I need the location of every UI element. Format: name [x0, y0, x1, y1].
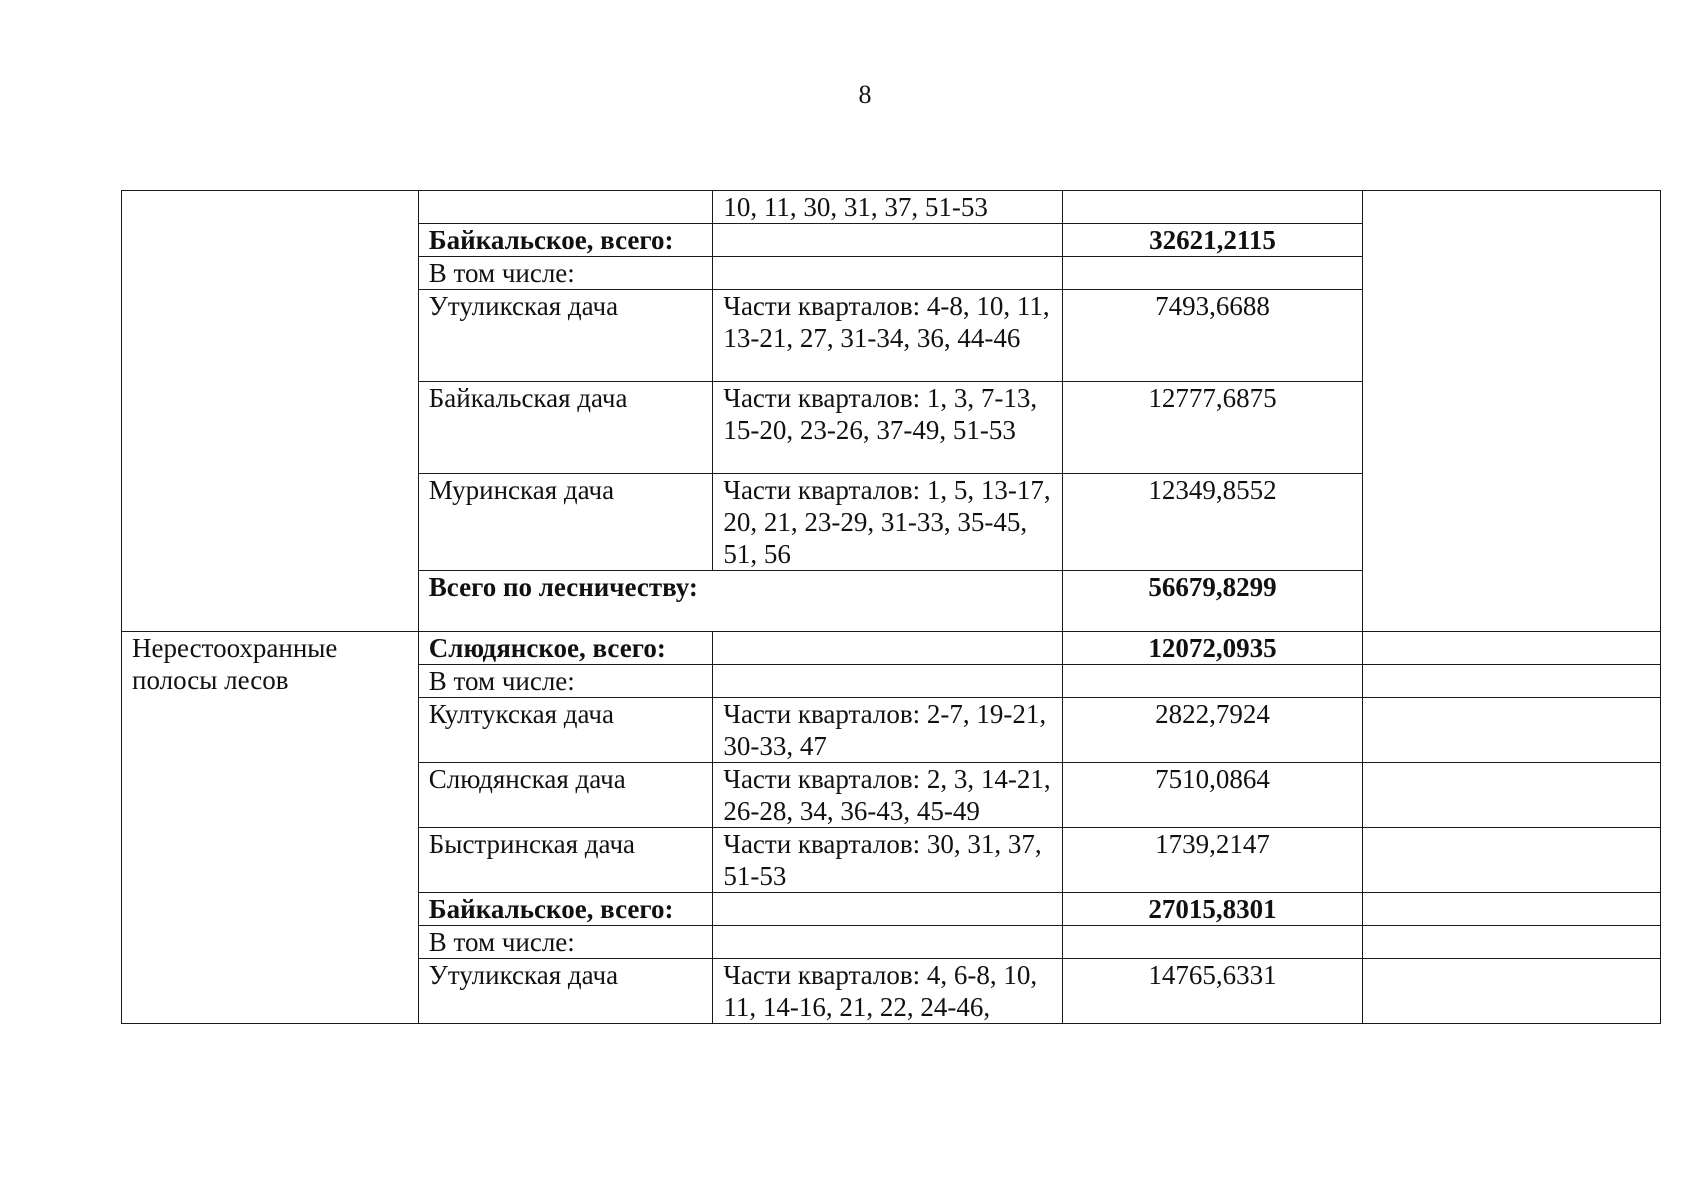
quarters-cell: Части кварталов: 4-8, 10, 11, 13-21, 27, 31-34, 36, 44-46	[713, 290, 1063, 382]
subdivision-name: Култукская дача	[418, 698, 713, 763]
notes-cell	[1363, 665, 1661, 698]
subdivision-name: Байкальская дача	[418, 382, 713, 474]
area-cell: 7493,6688	[1062, 290, 1362, 382]
quarters-cell	[713, 665, 1063, 698]
quarters-cell: Части кварталов: 2, 3, 14-21, 26-28, 34, 36-43, 45-49	[713, 763, 1063, 828]
subdivision-name: Быстринская дача	[418, 828, 713, 893]
notes-cell	[1363, 828, 1661, 893]
area-cell	[1062, 257, 1362, 290]
notes-cell	[1363, 698, 1661, 763]
notes-cell	[1363, 926, 1661, 959]
quarters-cell	[713, 926, 1063, 959]
area-cell: 7510,0864	[1062, 763, 1362, 828]
quarters-cell: Части кварталов: 4, 6-8, 10, 11, 14-16, 21, 22, 24-46,	[713, 959, 1063, 1024]
forest-table	[121, 190, 1661, 1024]
subdivision-name: В том числе:	[418, 665, 713, 698]
area-cell: 1739,2147	[1062, 828, 1362, 893]
subdivision-name: Муринская дача	[418, 474, 713, 571]
area-cell: 12072,0935	[1062, 632, 1362, 665]
quarters-cell	[713, 224, 1063, 257]
area-cell	[1062, 926, 1362, 959]
subdivision-name: Утуликская дача	[418, 959, 713, 1024]
subdivision-name: Байкальское, всего:	[418, 224, 713, 257]
subdivision-name: В том числе:	[418, 257, 713, 290]
area-cell: 12349,8552	[1062, 474, 1362, 571]
area-cell: 12777,6875	[1062, 382, 1362, 474]
quarters-cell	[713, 632, 1063, 665]
forest-table-body	[122, 191, 1661, 1024]
table-row	[122, 191, 1661, 224]
page-number: 8	[858, 80, 872, 109]
notes-cell	[1363, 959, 1661, 1024]
subdivision-name: Байкальское, всего:	[418, 893, 713, 926]
table-row	[122, 632, 1661, 665]
notes-cell	[1363, 763, 1661, 828]
category-cell: Нерестоохранные полосы лесов	[122, 632, 419, 1024]
quarters-cell: Части кварталов: 30, 31, 37, 51-53	[713, 828, 1063, 893]
area-cell	[1062, 191, 1362, 224]
subdivision-name: Слюдянская дача	[418, 763, 713, 828]
subdivision-name	[418, 191, 713, 224]
quarters-cell: Части кварталов: 1, 5, 13-17, 20, 21, 23-29, 31-33, 35-45, 51, 56	[713, 474, 1063, 571]
quarters-cell	[713, 893, 1063, 926]
quarters-cell	[713, 257, 1063, 290]
area-cell: 14765,6331	[1062, 959, 1362, 1024]
notes-cell	[1363, 893, 1661, 926]
subdivision-name: Слюдянское, всего:	[418, 632, 713, 665]
quarters-cell: Части кварталов: 1, 3, 7-13, 15-20, 23-26, 37-49, 51-53	[713, 382, 1063, 474]
notes-cell	[1363, 632, 1661, 665]
subdivision-name: Утуликская дача	[418, 290, 713, 382]
notes-cell	[1363, 191, 1661, 632]
area-cell	[1062, 665, 1362, 698]
category-cell	[122, 191, 419, 632]
area-cell: 27015,8301	[1062, 893, 1362, 926]
area-cell: 32621,2115	[1062, 224, 1362, 257]
quarters-cell: Части кварталов: 2-7, 19-21, 30-33, 47	[713, 698, 1063, 763]
subdivision-name: В том числе:	[418, 926, 713, 959]
total-label: Всего по лесничеству:	[418, 571, 1062, 632]
quarters-cell: 10, 11, 30, 31, 37, 51-53	[713, 191, 1063, 224]
total-area: 56679,8299	[1062, 571, 1362, 632]
area-cell: 2822,7924	[1062, 698, 1362, 763]
